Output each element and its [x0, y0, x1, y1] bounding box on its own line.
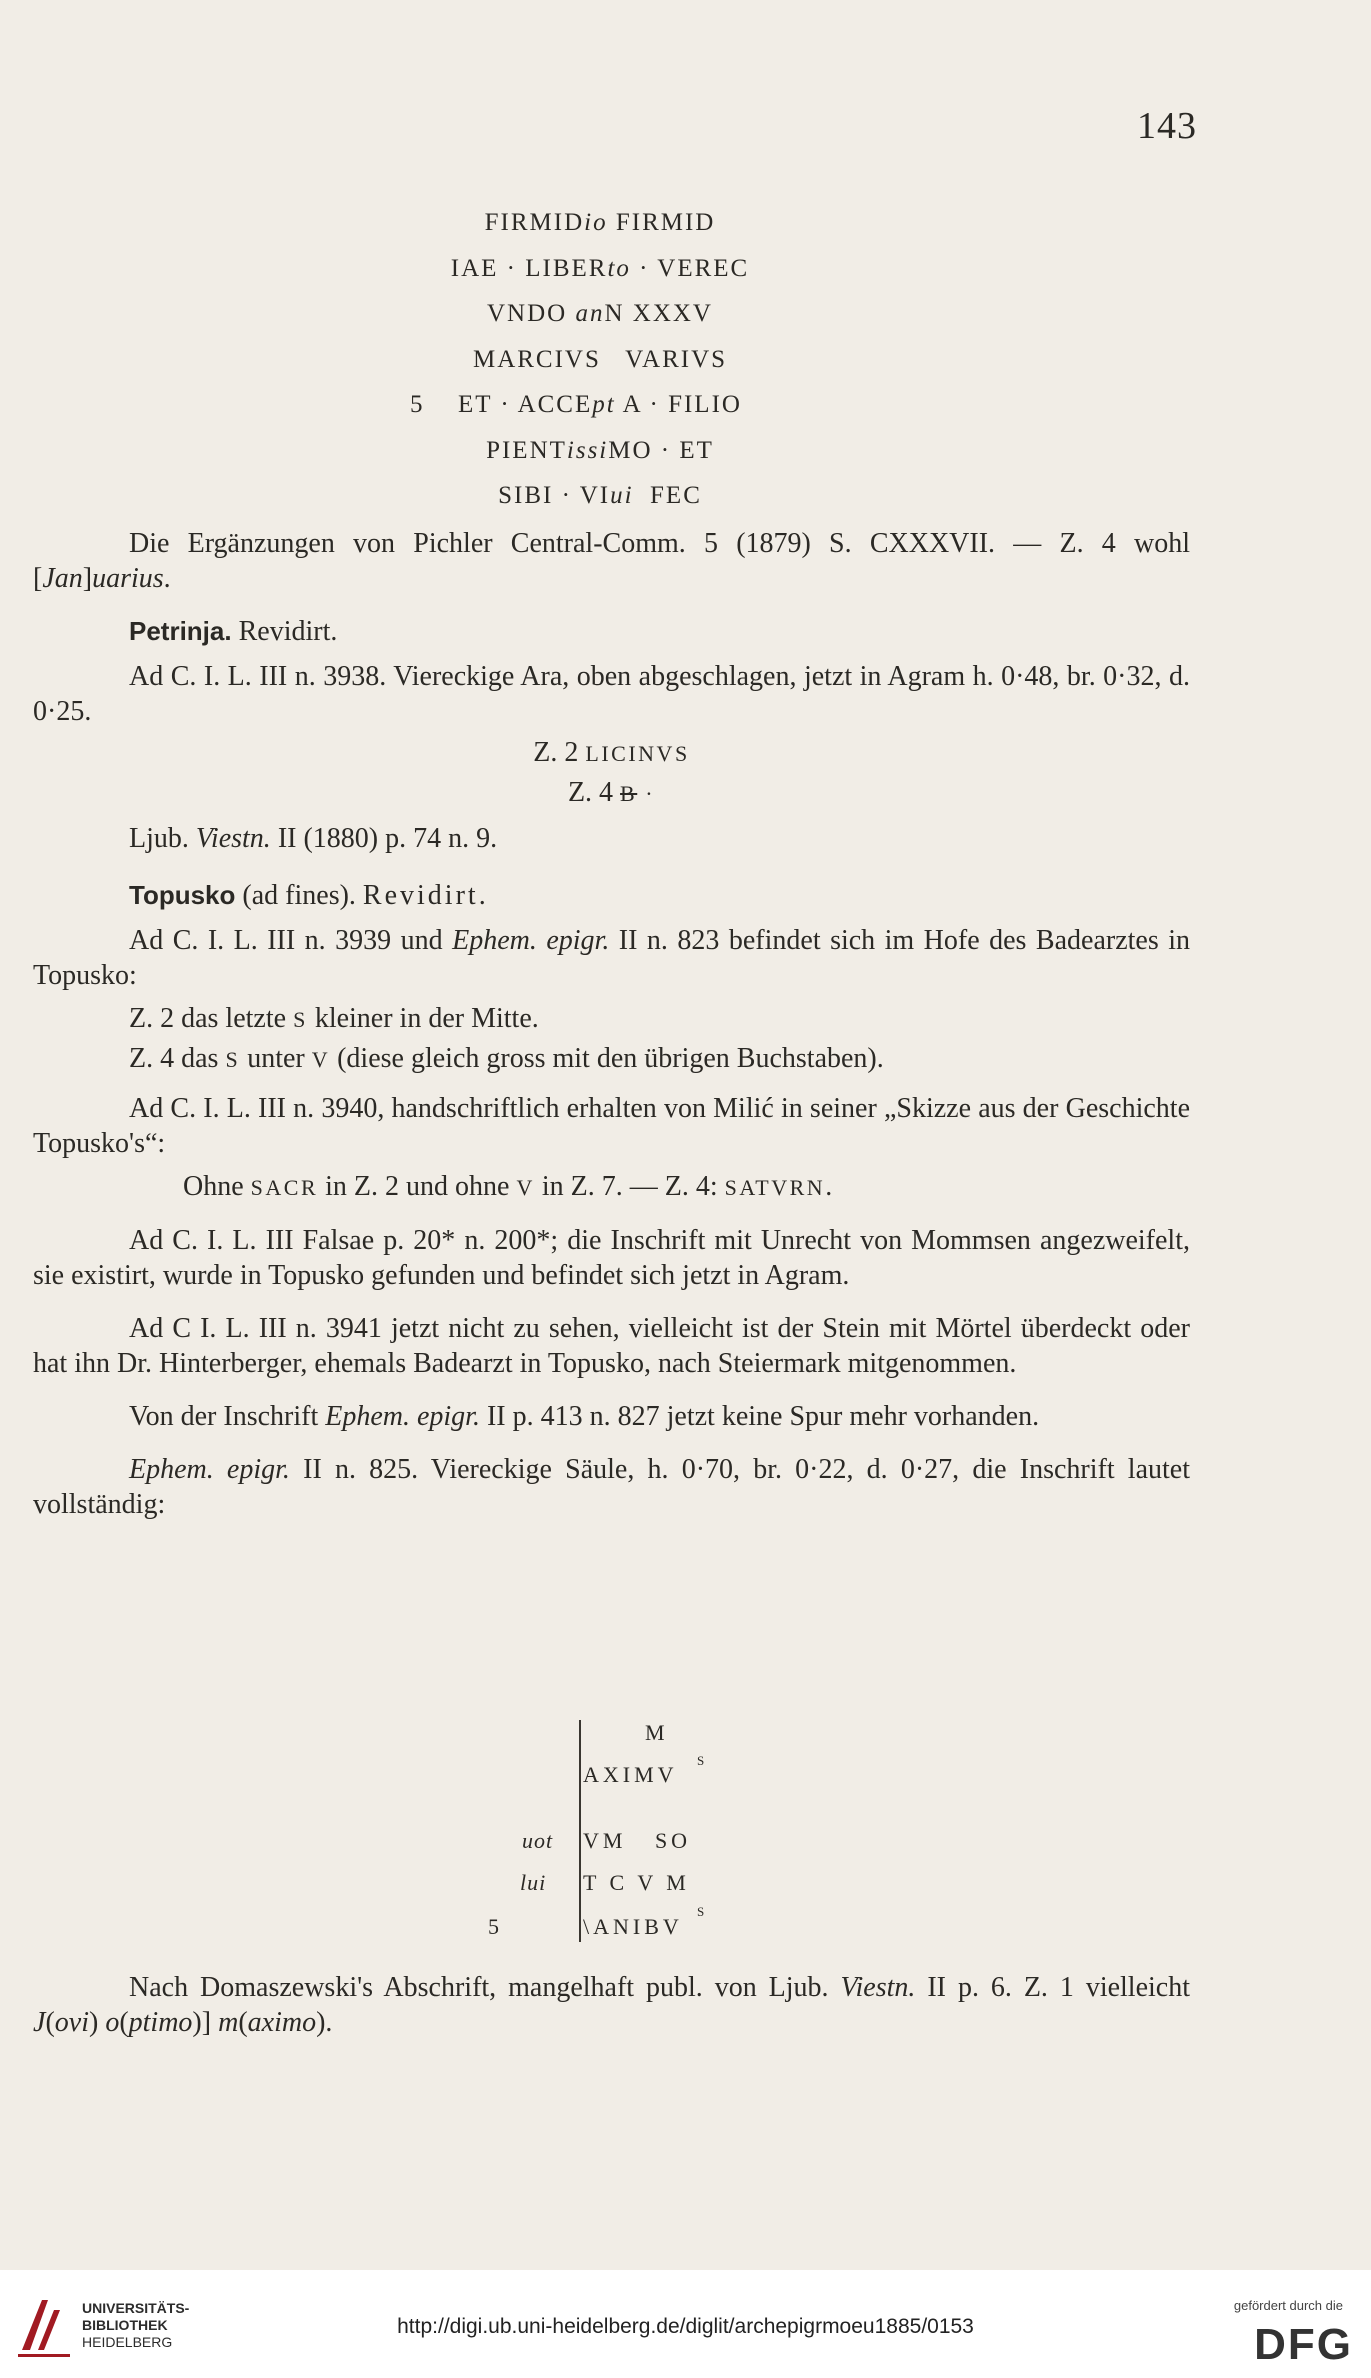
- paragraph-cil-3939: Ad C. I. L. III n. 3939 und Ephem. epigr. II n. 823 befindet sich im Hofe des Badearztes in Topusko:: [33, 925, 1190, 991]
- inscription-row-4-left: lui: [520, 1870, 547, 1895]
- inscription-line: IAE · LIBERto · VEREC: [450, 254, 750, 282]
- inscription-line: SIBI · VIui FEC: [498, 482, 702, 509]
- section-heading-petrinja: Petrinja.: [129, 616, 232, 646]
- superscript-s: S: [697, 1753, 709, 1768]
- topusko-subtitle: (ad fines). Revidirt.: [242, 880, 489, 911]
- funded-by-label: gefördert durch die: [1233, 2298, 1343, 2313]
- inscription-row-1: M: [645, 1720, 669, 1745]
- footer-bar: [0, 2270, 1371, 2378]
- inscription-row-3-left: uot: [522, 1828, 554, 1853]
- inscription-block-firmidius: [410, 200, 790, 519]
- paragraph-topusko-heading: [33, 878, 1190, 913]
- paragraph-falsae: Ad C. I. L. III Falsae p. 20* n. 200*; die Inschrift mit Unrecht von Mommsen angezweifelt, sie existirt, wurde in Topusko gefunden und befindet sich jetzt in Agram.: [33, 1225, 1190, 1291]
- inscription-left-rule: [579, 1720, 581, 1942]
- inscription-block-column: [460, 1720, 760, 1950]
- inscription-line: PIENTissiMO · ET: [486, 436, 714, 464]
- paragraph-ephem-827: Von der Inschrift Ephem. epigr. II p. 413 n. 827 jetzt keine Spur mehr vorhanden.: [129, 1401, 1040, 1432]
- inscription-row-2: AXIMV: [583, 1762, 678, 1787]
- paragraph-domaszewski: Nach Domaszewski's Abschrift, mangelhaft publ. von Ljub. Viestn. II p. 6. Z. 1 vielleicht J(ovi) o(ptimo)] m(aximo).: [33, 1972, 1190, 2038]
- paragraph-ephem-825: Ephem. epigr. II n. 825. Viereckige Säule, h. 0·70, br. 0·22, d. 0·27, die Inschrift lautet vollständig:: [33, 1454, 1190, 1520]
- inscription-row-5-right: \ANIBV: [583, 1914, 683, 1939]
- inscription-line-text: ET · ACCEpt A · FILIO: [458, 391, 742, 418]
- paragraph-ljub-viestn: Ljub. Viestn. II (1880) p. 74 n. 9.: [129, 823, 498, 854]
- line-ohne-sacr: Ohne SACR in Z. 2 und ohne V in Z. 7. — Z. 4: SATVRN.: [183, 1171, 833, 1202]
- library-name-line: HEIDELBERG: [82, 2334, 173, 2350]
- library-name-line: BIBLIOTHEK: [82, 2317, 168, 2333]
- inscription-line: [410, 382, 790, 428]
- inscription-line: MARCIVS VARIVS: [472, 345, 728, 373]
- line-z2: Z. 2 LICINVS: [533, 737, 690, 768]
- permalink-url[interactable]: http://digi.ub.uni-heidelberg.de/diglit/archepigrmoeu1885/0153: [397, 2315, 974, 2338]
- inscription-row-3-right: VM SO: [583, 1828, 692, 1853]
- paragraph-cil-3941: Ad C I. L. III n. 3941 jetzt nicht zu sehen, vielleicht ist der Stein mit Mörtel überdeckt oder hat ihn Dr. Hinterberger, ehemals Badearzt in Topusko, nach Steiermark mitgenommen.: [33, 1313, 1190, 1379]
- paragraph-cil-3940: Ad C. I. L. III n. 3940, handschriftlich erhalten von Milić in seiner „Skizze aus der Geschichte Topusko's“:: [33, 1093, 1190, 1159]
- inscription-row-4-right: T C V M: [583, 1870, 690, 1895]
- line-z4: Z. 4 B ·: [567, 777, 656, 808]
- body-text: [33, 526, 1190, 1540]
- paragraph-petrinja-heading: [33, 614, 1190, 649]
- library-name-line: UNIVERSITÄTS-: [82, 2300, 190, 2316]
- inscription-line: VNDO anN XXXV: [487, 300, 713, 327]
- section-heading-topusko: Topusko: [129, 880, 236, 910]
- page-number: 143: [1137, 105, 1197, 147]
- dfg-logo: DFG: [1254, 2320, 1353, 2369]
- body-text-bottom: [33, 1970, 1190, 2058]
- line-number: 5: [410, 391, 423, 418]
- inscription-row-5-number: 5: [488, 1914, 499, 1939]
- paragraph-pichler: Die Ergänzungen von Pichler Central-Comm. 5 (1879) S. CXXXVII. — Z. 4 wohl [Jan]uarius.: [33, 528, 1190, 594]
- line-z4-note: Z. 4 das S unter V (diese gleich gross mit den übrigen Buchstaben).: [129, 1043, 884, 1074]
- inscription-line: FIRMIDio FIRMID: [484, 209, 716, 236]
- paragraph-cil-3938: Ad C. I. L. III n. 3938. Viereckige Ara, oben abgeschlagen, jetzt in Agram h. 0·48, br. 0·32, d. 0·25.: [33, 661, 1190, 727]
- revidirt-label: Revidirt.: [238, 616, 338, 647]
- superscript-s: S: [697, 1904, 709, 1919]
- line-z2-note: Z. 2 das letzte S kleiner in der Mitte.: [129, 1003, 539, 1034]
